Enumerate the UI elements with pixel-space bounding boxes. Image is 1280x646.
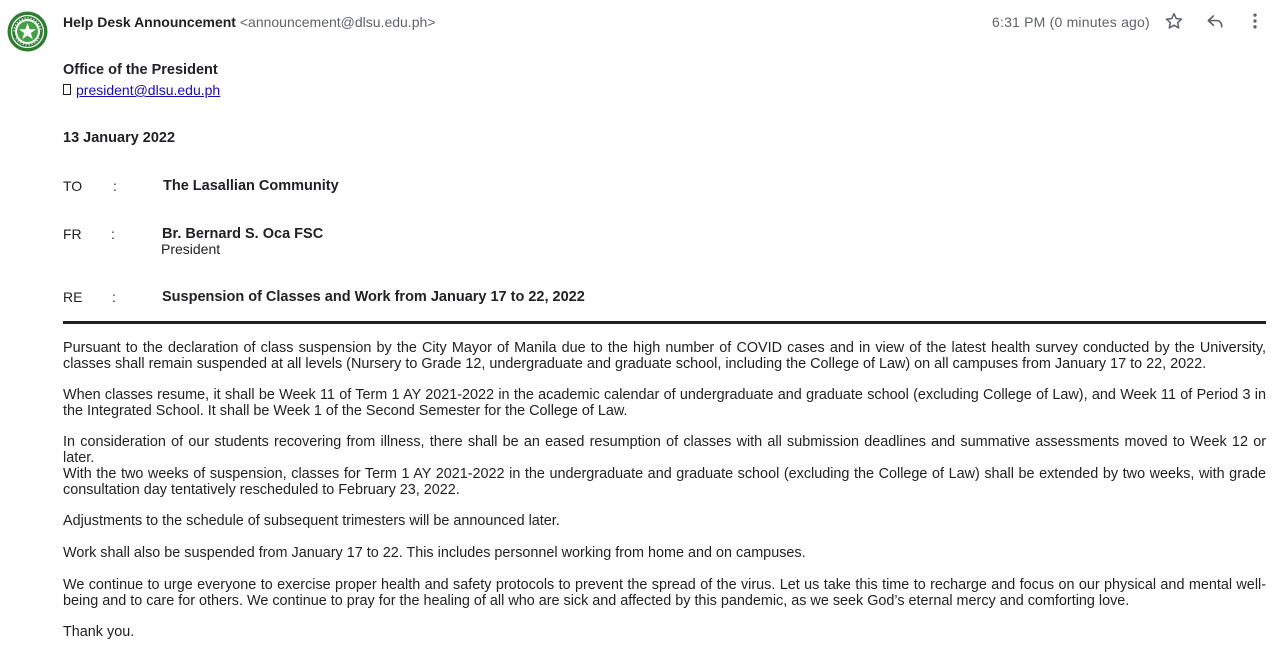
paragraph: With the two weeks of suspension, classes for Term 1 AY 2021-2022 in the undergraduate and graduate school (excluding the College of Law) shall be extended by two weeks, with grade consultation day tentatively rescheduled to February 23, 2022. — [63, 466, 1266, 498]
paragraph: In consideration of our students recovering from illness, there shall be an eased resumption of classes with all submission deadlines and summative assessments moved to Week 12 or later. — [63, 434, 1266, 466]
fr-colon: : — [111, 226, 115, 242]
closing: Thank you. — [63, 624, 135, 640]
to-value: The Lasallian Community — [163, 178, 339, 194]
sender-info — [63, 13, 435, 31]
star-icon — [1164, 11, 1184, 31]
paragraph: Work shall also be suspended from January 17 to 22. This includes personnel working from home and on campuses. — [63, 545, 806, 561]
divider — [63, 321, 1266, 324]
paragraph: We continue to urge everyone to exercise proper health and safety protocols to prevent the spread of the virus. Let us take this time to recharge and focus on our physical and mental well-being and to care for others. We continue to pray for the healing of all who are sick and affected by this pandemic, as we seek God’s eternal mercy and comforting love. — [63, 577, 1266, 609]
fr-label: FR — [63, 226, 82, 242]
reply-button[interactable] — [1203, 9, 1227, 33]
to-label: TO — [63, 178, 83, 194]
dlsu-seal-icon — [7, 11, 48, 52]
star-button[interactable] — [1162, 9, 1186, 33]
re-colon: : — [112, 289, 116, 305]
letter-date: 13 January 2022 — [63, 130, 176, 146]
broken-image-icon — [63, 84, 71, 95]
sender-email: <announcement@dlsu.edu.ph> — [239, 14, 436, 30]
re-value: Suspension of Classes and Work from January 17 to 22, 2022 — [162, 289, 585, 305]
to-colon: : — [113, 178, 117, 194]
paragraph: When classes resume, it shall be Week 11 of Term 1 AY 2021-2022 in the academic calendar of undergraduate and graduate school (excluding College of Law), and Week 11 of Period 3 in the Integrated School. It shall be Week 1 of the Second Semester for the College of Law. — [63, 387, 1266, 419]
office-email-line — [63, 81, 220, 99]
office-email-link[interactable]: president@dlsu.edu.ph — [76, 82, 221, 98]
office-title: Office of the President — [63, 62, 218, 78]
sender-name[interactable]: Help Desk Announcement — [63, 14, 236, 30]
reply-icon — [1205, 11, 1225, 31]
fr-value: Br. Bernard S. Oca FSC — [162, 226, 324, 242]
more-options-button[interactable] — [1243, 9, 1267, 33]
fr-title: President — [161, 241, 221, 257]
paragraph: Pursuant to the declaration of class suspension by the City Mayor of Manila due to the high number of COVID cases and in view of the latest health survey conducted by the University, classes shall remain suspended at all levels (Nursery to Grade 12, undergraduate and graduate school, including the College of Law) on all campuses from January 17 to 22, 2022. — [63, 340, 1266, 372]
more-vert-icon — [1245, 11, 1265, 31]
re-label: RE — [63, 289, 83, 305]
email-timestamp: 6:31 PM (0 minutes ago) — [992, 14, 1150, 30]
paragraph: Adjustments to the schedule of subsequent trimesters will be announced later. — [63, 513, 560, 529]
